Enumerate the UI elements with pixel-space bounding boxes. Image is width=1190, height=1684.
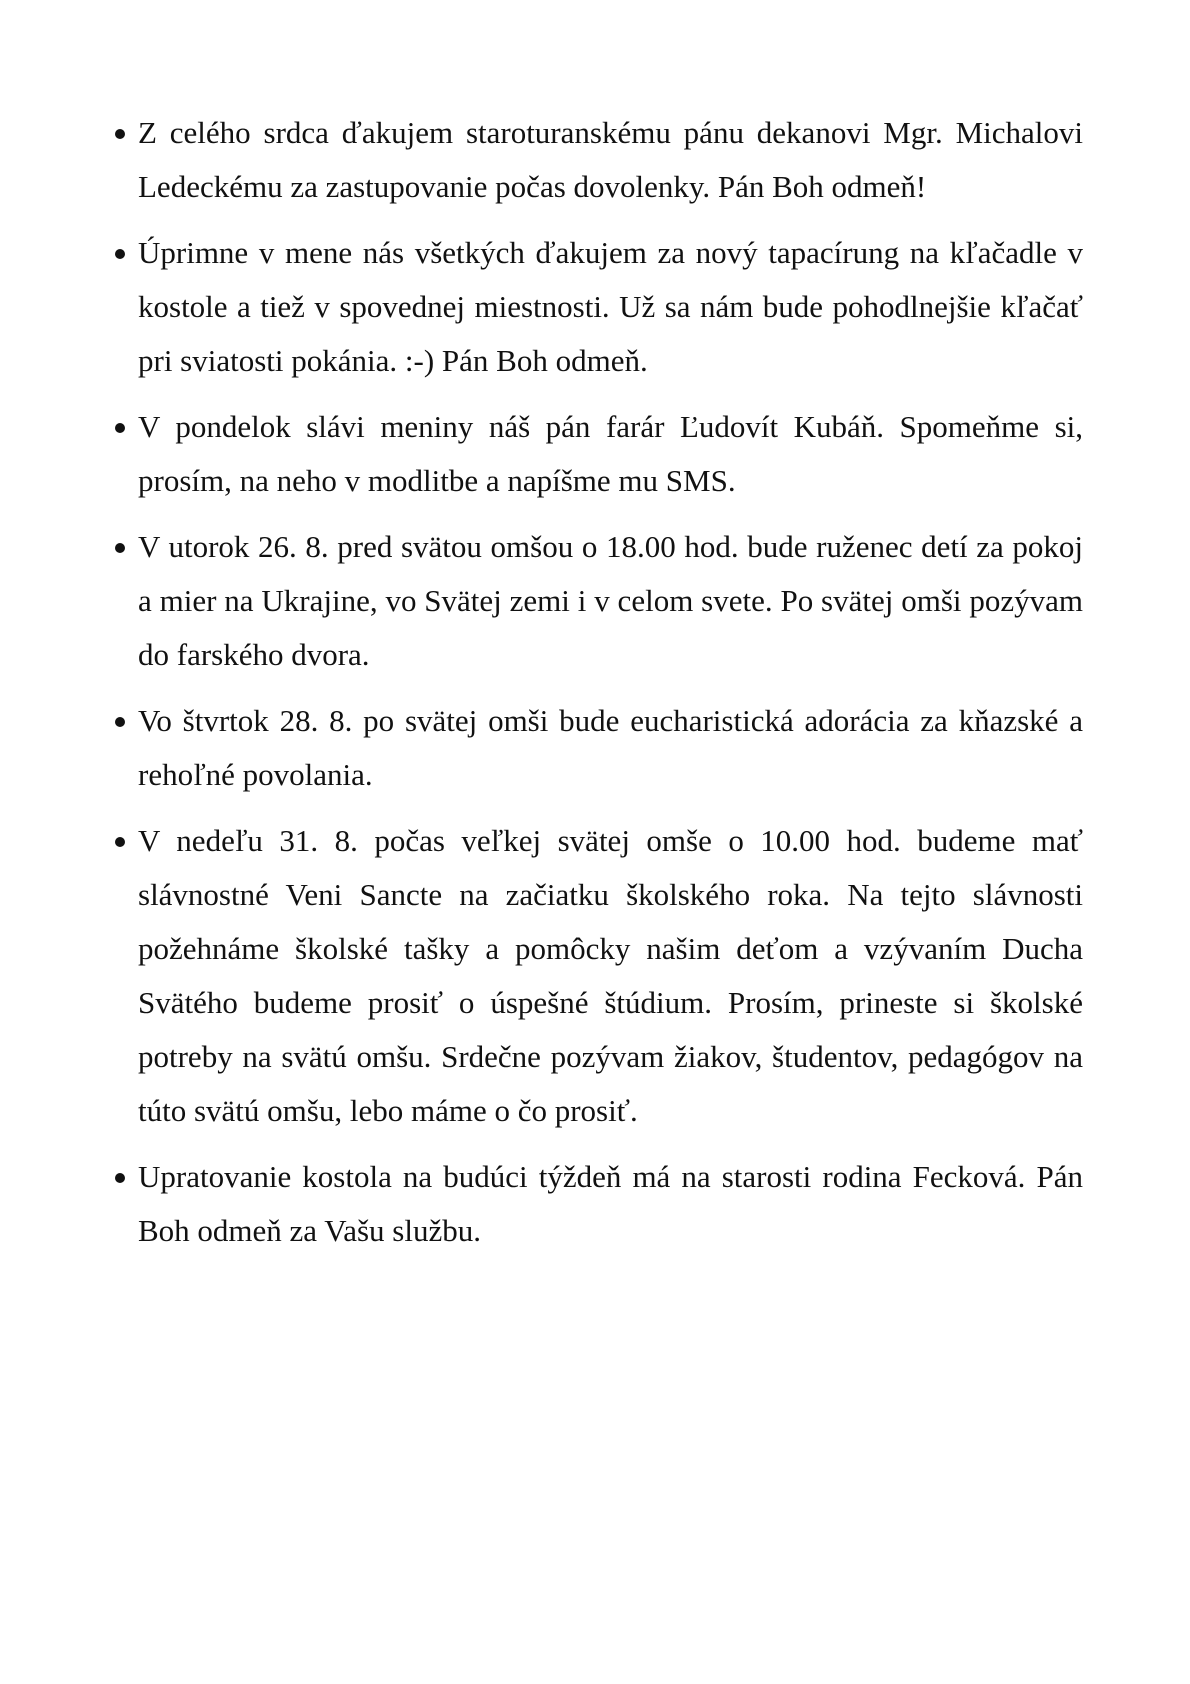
announcement-item (0, 694, 1190, 802)
bullet-icon (115, 543, 125, 553)
bullet-icon (115, 1173, 125, 1183)
announcement-list (0, 106, 1190, 1270)
announcement-text: Úprimne v mene nás všetkých ďakujem za nový tapacírung na kľačadle v kostole a tiež v spovednej miestnosti. Už sa nám bude pohodlnejšie kľačať pri sviatosti pokánia. :-) Pán Boh odmeň. (138, 235, 1083, 378)
announcement-item (0, 520, 1190, 682)
bullet-icon (115, 249, 125, 259)
announcement-text: Z celého srdca ďakujem staroturanskému pánu dekanovi Mgr. Michalovi Ledeckému za zastupovanie počas dovolenky. Pán Boh odmeň! (138, 115, 1083, 204)
announcement-item (0, 400, 1190, 508)
bullet-icon (115, 717, 125, 727)
bullet-icon (115, 423, 125, 433)
announcement-item (0, 814, 1190, 1138)
bullet-icon (115, 837, 125, 847)
announcement-text: V nedeľu 31. 8. počas veľkej svätej omše o 10.00 hod. budeme mať slávnostné Veni Sancte na začiatku školského roka. Na tejto slávnosti požehnáme školské tašky a pomôcky našim deťom a vzývaním Ducha Svätého budeme prosiť o úspešné štúdium. Prosím, prineste si školské potreby na svätú omšu. Srdečne pozývam žiakov, študentov, pedagógov na túto svätú omšu, lebo máme o čo prosiť. (138, 823, 1083, 1128)
announcement-text: V utorok 26. 8. pred svätou omšou o 18.00 hod. bude ruženec detí za pokoj a mier na Ukrajine, vo Svätej zemi i v celom svete. Po svätej omši pozývam do farského dvora. (138, 529, 1083, 672)
announcement-text: Upratovanie kostola na budúci týždeň má na starosti rodina Fecková. Pán Boh odmeň za Vašu službu. (138, 1159, 1083, 1248)
announcement-item (0, 106, 1190, 214)
announcement-item (0, 226, 1190, 388)
announcement-text: Vo štvrtok 28. 8. po svätej omši bude eucharistická adorácia za kňazské a rehoľné povolania. (138, 703, 1083, 792)
bullet-icon (115, 129, 125, 139)
announcement-text: V pondelok slávi meniny náš pán farár Ľudovít Kubáň. Spomeňme si, prosím, na neho v modlitbe a napíšme mu SMS. (138, 409, 1083, 498)
announcement-item (0, 1150, 1190, 1258)
